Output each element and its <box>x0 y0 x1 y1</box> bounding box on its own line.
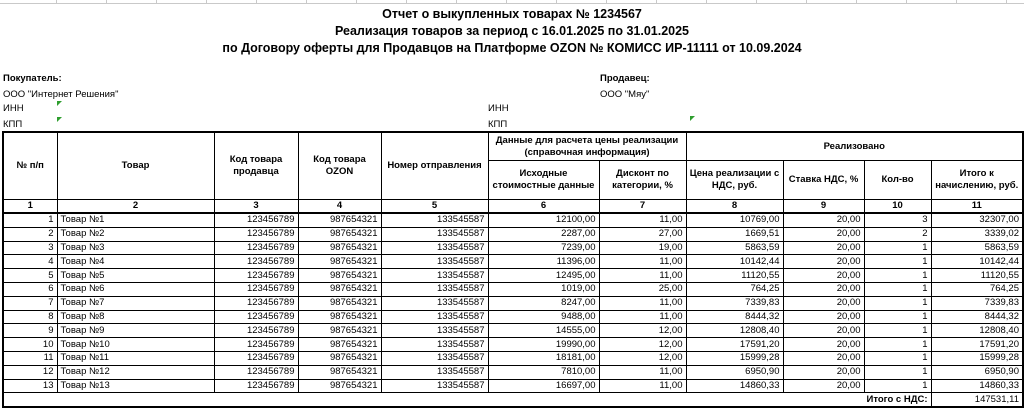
table-cell: 11,00 <box>599 255 686 269</box>
table-cell: 764,25 <box>686 282 783 296</box>
table-cell: 2 <box>864 227 931 241</box>
table-cell: 20,00 <box>783 351 864 365</box>
table-cell: Товар №4 <box>57 255 214 269</box>
table-cell: 123456789 <box>214 338 298 352</box>
table-cell: 8444,32 <box>686 310 783 324</box>
column-number-row <box>3 200 1023 214</box>
table-cell: 12,00 <box>599 338 686 352</box>
table-cell: 1019,00 <box>488 282 599 296</box>
table-cell: 11120,55 <box>931 269 1023 283</box>
table-row <box>3 296 1023 310</box>
column-number: 2 <box>57 200 214 214</box>
table-row <box>3 365 1023 379</box>
table-cell: 9 <box>3 324 57 338</box>
table-row <box>3 269 1023 283</box>
table-cell: 133545587 <box>381 227 488 241</box>
table-cell: 17591,20 <box>931 338 1023 352</box>
report-title-line1: Отчет о выкупленных товарах № 1234567 <box>382 7 642 21</box>
table-cell: 20,00 <box>783 269 864 283</box>
report-title-line2: Реализация товаров за период с 16.01.2025 по 31.01.2025 <box>334 24 690 38</box>
table-cell: 10769,00 <box>686 213 783 227</box>
table-cell: 987654321 <box>298 365 381 379</box>
total-value: 147531,11 <box>931 393 1023 408</box>
table-cell: 133545587 <box>381 324 488 338</box>
table-cell: Товар №3 <box>57 241 214 255</box>
table-row <box>3 213 1023 227</box>
table-cell: 1 <box>864 255 931 269</box>
table-cell: 12,00 <box>599 351 686 365</box>
table-cell: 133545587 <box>381 213 488 227</box>
table-cell: Товар №7 <box>57 296 214 310</box>
table-row <box>3 255 1023 269</box>
table-cell: 7810,00 <box>488 365 599 379</box>
table-cell: 123456789 <box>214 296 298 310</box>
table-cell: 1 <box>864 282 931 296</box>
table-cell: 133545587 <box>381 296 488 310</box>
table-cell: 987654321 <box>298 351 381 365</box>
table-cell: 987654321 <box>298 379 381 393</box>
table-cell: 1 <box>864 324 931 338</box>
table-cell: 123456789 <box>214 379 298 393</box>
table-cell: Товар №11 <box>57 351 214 365</box>
buyer-kpp-label: КПП <box>3 119 23 130</box>
table-cell: 15999,28 <box>686 351 783 365</box>
table-cell: 11,00 <box>599 365 686 379</box>
table-cell: 6 <box>3 282 57 296</box>
table-cell: 14860,33 <box>686 379 783 393</box>
table-cell: 17591,20 <box>686 338 783 352</box>
column-header-shipment: Номер отправления <box>381 132 488 200</box>
column-header-npp: № п/п <box>3 132 57 200</box>
table-cell: 7 <box>3 296 57 310</box>
table-cell: 3339,02 <box>931 227 1023 241</box>
table-row <box>3 282 1023 296</box>
table-cell: 11,00 <box>599 310 686 324</box>
table-cell: 10 <box>3 338 57 352</box>
table-cell: Товар №2 <box>57 227 214 241</box>
table-cell: 987654321 <box>298 310 381 324</box>
table-row <box>3 379 1023 393</box>
column-number: 9 <box>783 200 864 214</box>
table-cell: 123456789 <box>214 365 298 379</box>
table-cell: 20,00 <box>783 296 864 310</box>
buyer-name: ООО "Интернет Решения" <box>3 89 119 100</box>
table-cell: 20,00 <box>783 310 864 324</box>
table-cell: 10142,44 <box>931 255 1023 269</box>
table-cell: 5863,59 <box>931 241 1023 255</box>
column-header-seller-code: Код товара продавца <box>214 132 298 200</box>
column-number: 6 <box>488 200 599 214</box>
table-cell: 9488,00 <box>488 310 599 324</box>
table-cell: 1 <box>864 351 931 365</box>
table-cell: 3 <box>864 213 931 227</box>
table-cell: 12808,40 <box>686 324 783 338</box>
green-flag-icon <box>690 116 695 121</box>
table-cell: Товар №1 <box>57 213 214 227</box>
table-cell: 123456789 <box>214 227 298 241</box>
table-cell: 133545587 <box>381 365 488 379</box>
table-cell: 133545587 <box>381 255 488 269</box>
column-number: 7 <box>599 200 686 214</box>
table-cell: 11,00 <box>599 379 686 393</box>
table-cell: 20,00 <box>783 324 864 338</box>
table-cell: Товар №9 <box>57 324 214 338</box>
table-cell: 8247,00 <box>488 296 599 310</box>
column-number: 1 <box>3 200 57 214</box>
table-cell: 14555,00 <box>488 324 599 338</box>
table-cell: 25,00 <box>599 282 686 296</box>
table-cell: 3 <box>3 241 57 255</box>
table-cell: 10142,44 <box>686 255 783 269</box>
total-row <box>3 393 1023 408</box>
seller-name: ООО "Мяу" <box>600 89 650 100</box>
table-cell: 764,25 <box>931 282 1023 296</box>
total-label: Итого с НДС: <box>3 393 931 408</box>
table-cell: 11,00 <box>599 213 686 227</box>
table-cell: 12 <box>3 365 57 379</box>
table-cell: 12,00 <box>599 324 686 338</box>
column-number: 5 <box>381 200 488 214</box>
table-cell: 7339,83 <box>931 296 1023 310</box>
table-cell: Товар №6 <box>57 282 214 296</box>
seller-kpp-label: КПП <box>488 119 508 130</box>
table-cell: 12100,00 <box>488 213 599 227</box>
column-header-price-vat: Цена реализации с НДС, руб. <box>686 161 783 200</box>
table-cell: 7339,83 <box>686 296 783 310</box>
table-cell: 987654321 <box>298 213 381 227</box>
group-header-calc: Данные для расчета цены реализации (справочная информация) <box>488 132 686 161</box>
table-cell: 12808,40 <box>931 324 1023 338</box>
table-cell: 8 <box>3 310 57 324</box>
table-cell: 6950,90 <box>931 365 1023 379</box>
table-cell: 2 <box>3 227 57 241</box>
table-cell: 987654321 <box>298 324 381 338</box>
table-cell: 1 <box>864 379 931 393</box>
table-cell: 123456789 <box>214 241 298 255</box>
table-cell: 12495,00 <box>488 269 599 283</box>
table-cell: 1669,51 <box>686 227 783 241</box>
green-flag-icon <box>57 117 62 122</box>
table-cell: Товар №10 <box>57 338 214 352</box>
table-cell: Товар №13 <box>57 379 214 393</box>
table-cell: 14860,33 <box>931 379 1023 393</box>
table-cell: 133545587 <box>381 269 488 283</box>
table-cell: 11,00 <box>599 269 686 283</box>
table-cell: 8444,32 <box>931 310 1023 324</box>
table-cell: 32307,00 <box>931 213 1023 227</box>
table-cell: 987654321 <box>298 255 381 269</box>
table-cell: 133545587 <box>381 351 488 365</box>
column-number: 4 <box>298 200 381 214</box>
table-cell: 5863,59 <box>686 241 783 255</box>
table-cell: 1 <box>864 365 931 379</box>
group-header-sold: Реализовано <box>686 132 1023 161</box>
table-cell: 987654321 <box>298 241 381 255</box>
buyer-label: Покупатель: <box>3 73 62 84</box>
table-cell: 133545587 <box>381 379 488 393</box>
table-cell: 20,00 <box>783 213 864 227</box>
table-cell: 20,00 <box>783 338 864 352</box>
table-cell: 11120,55 <box>686 269 783 283</box>
table-cell: 15999,28 <box>931 351 1023 365</box>
top-gridline <box>0 0 1024 4</box>
table-cell: 7239,00 <box>488 241 599 255</box>
table-cell: 19,00 <box>599 241 686 255</box>
column-header-ozon-code: Код товара OZON <box>298 132 381 200</box>
table-cell: 987654321 <box>298 269 381 283</box>
column-header-tovar: Товар <box>57 132 214 200</box>
table-cell: 16697,00 <box>488 379 599 393</box>
table-cell: 11396,00 <box>488 255 599 269</box>
table-cell: 6950,90 <box>686 365 783 379</box>
table-cell: 123456789 <box>214 282 298 296</box>
table-cell: 987654321 <box>298 282 381 296</box>
report-title <box>0 6 1024 57</box>
seller-label: Продавец: <box>600 73 650 84</box>
table-cell: 2287,00 <box>488 227 599 241</box>
table-row <box>3 227 1023 241</box>
table-cell: 20,00 <box>783 282 864 296</box>
table-cell: 20,00 <box>783 255 864 269</box>
table-cell: 11,00 <box>599 296 686 310</box>
table-cell: 133545587 <box>381 338 488 352</box>
table-cell: 133545587 <box>381 282 488 296</box>
table-cell: 133545587 <box>381 241 488 255</box>
table-cell: 5 <box>3 269 57 283</box>
table-cell: 20,00 <box>783 365 864 379</box>
column-number: 3 <box>214 200 298 214</box>
table-cell: 13 <box>3 379 57 393</box>
table-row <box>3 324 1023 338</box>
table-cell: 1 <box>864 296 931 310</box>
table-cell: 1 <box>864 310 931 324</box>
table-row <box>3 241 1023 255</box>
table-cell: 987654321 <box>298 338 381 352</box>
table-cell: 19990,00 <box>488 338 599 352</box>
column-number: 10 <box>864 200 931 214</box>
table-cell: Товар №8 <box>57 310 214 324</box>
column-header-discount: Дисконт по категории, % <box>599 161 686 200</box>
table-cell: 123456789 <box>214 324 298 338</box>
table-row <box>3 338 1023 352</box>
table-cell: Товар №12 <box>57 365 214 379</box>
table-cell: 133545587 <box>381 310 488 324</box>
seller-inn-label: ИНН <box>488 103 509 114</box>
buyer-inn-label: ИНН <box>3 103 24 114</box>
table-cell: 1 <box>864 338 931 352</box>
table-cell: 4 <box>3 255 57 269</box>
table-cell: Товар №5 <box>57 269 214 283</box>
table-cell: 1 <box>864 269 931 283</box>
table-cell: 20,00 <box>783 227 864 241</box>
table-cell: 123456789 <box>214 351 298 365</box>
column-number: 11 <box>931 200 1023 214</box>
table-row <box>3 310 1023 324</box>
table-cell: 987654321 <box>298 227 381 241</box>
table-cell: 987654321 <box>298 296 381 310</box>
column-header-source-data: Исходные стоимостные данные <box>488 161 599 200</box>
table-cell: 1 <box>864 241 931 255</box>
column-header-total: Итого к начислению, руб. <box>931 161 1023 200</box>
column-header-qty: Кол-во <box>864 161 931 200</box>
table-cell: 123456789 <box>214 310 298 324</box>
report-table <box>2 131 1024 408</box>
green-flag-icon <box>57 101 62 106</box>
report-title-line3: по Договору оферты для Продавцов на Платформе OZON № КОМИСС ИР-11111 от 10.09.2024 <box>222 41 802 55</box>
table-row <box>3 351 1023 365</box>
table-cell: 27,00 <box>599 227 686 241</box>
table-cell: 20,00 <box>783 379 864 393</box>
table-cell: 20,00 <box>783 241 864 255</box>
table-cell: 123456789 <box>214 213 298 227</box>
report-table-body <box>3 213 1023 393</box>
column-number: 8 <box>686 200 783 214</box>
table-cell: 123456789 <box>214 269 298 283</box>
table-cell: 1 <box>3 213 57 227</box>
column-header-vat-rate: Ставка НДС, % <box>783 161 864 200</box>
table-cell: 11 <box>3 351 57 365</box>
table-cell: 123456789 <box>214 255 298 269</box>
table-cell: 18181,00 <box>488 351 599 365</box>
